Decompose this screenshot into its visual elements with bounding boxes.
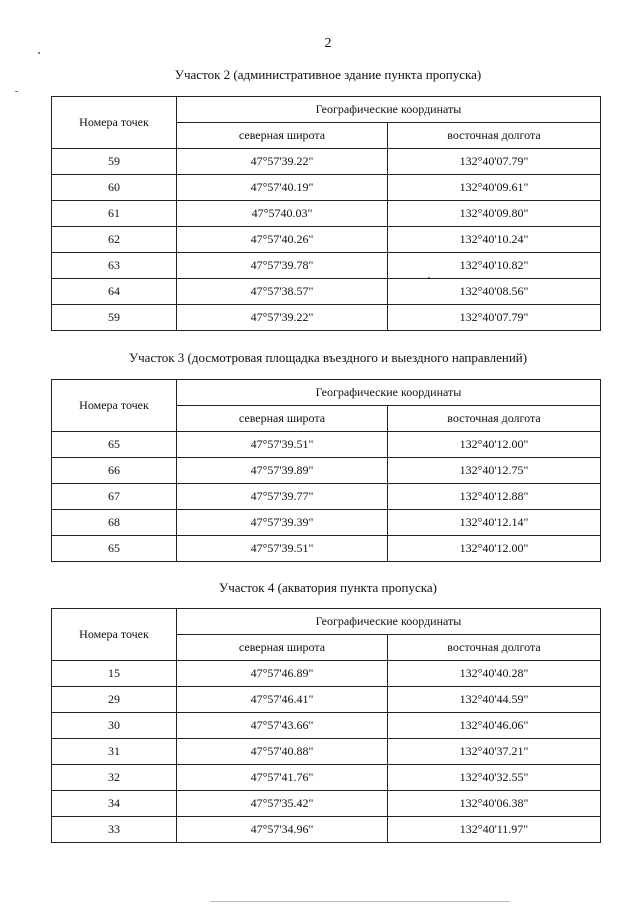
table-row [52,253,601,279]
longitude-value: 132°40'40.28" [388,661,601,687]
longitude-value: 132°40'32.55" [388,765,601,791]
table-row [52,201,601,227]
longitude-value: 132°40'12.88" [388,484,601,510]
latitude-value: 47°57'46.41" [177,687,388,713]
geo-coords-header: Географические координаты [177,380,601,406]
longitude-value: 132°40'10.24" [388,227,601,253]
north-latitude-header: северная широта [177,123,388,149]
point-number: 67 [52,484,177,510]
point-numbers-header: Номера точек [52,380,177,432]
section-title: Участок 4 (акватория пункта пропуска) [219,580,437,595]
east-longitude-header: восточная долгота [388,635,601,661]
north-latitude-header: северная широта [177,635,388,661]
table-row [52,305,601,331]
east-longitude-header: восточная долгота [388,123,601,149]
latitude-value: 47°57'46.89" [177,661,388,687]
section-title: Участок 3 (досмотровая площадка въездного и выездного направлений) [128,350,528,365]
latitude-value: 47°57'39.39" [177,510,388,536]
table-row [52,149,601,175]
point-numbers-header: Номера точек [52,97,177,149]
latitude-value: 47°57'43.66" [177,713,388,739]
scan-speck [15,91,18,92]
longitude-value: 132°40'10.82" [388,253,601,279]
latitude-value: 47°57'41.76" [177,765,388,791]
table-row [52,791,601,817]
table-row [52,713,601,739]
longitude-value: 132°40'37.21" [388,739,601,765]
table-row [52,227,601,253]
coordinates-table [51,96,601,331]
section-title: Участок 2 (административное здание пункта пропуска) [174,67,482,82]
longitude-value: 132°40'46.06" [388,713,601,739]
page-number: 2 [324,36,332,51]
coordinates-table [51,608,601,843]
longitude-value: 132°40'44.59" [388,687,601,713]
latitude-value: 47°57'39.22" [177,149,388,175]
latitude-value: 47°57'39.51" [177,432,388,458]
point-number: 15 [52,661,177,687]
geo-coords-header: Географические координаты [177,609,601,635]
latitude-value: 47°57'39.22" [177,305,388,331]
latitude-value: 47°57'39.51" [177,536,388,562]
north-latitude-header: северная широта [177,406,388,432]
point-numbers-header: Номера точек [52,609,177,661]
point-number: 33 [52,817,177,843]
point-number: 62 [52,227,177,253]
point-number: 30 [52,713,177,739]
latitude-value: 47°57'39.77" [177,484,388,510]
table-row [52,765,601,791]
latitude-value: 47°57'35.42" [177,791,388,817]
table-row [52,661,601,687]
latitude-value: 47°5740.03" [177,201,388,227]
table-row [52,432,601,458]
table-row [52,817,601,843]
point-number: 60 [52,175,177,201]
table-row [52,739,601,765]
longitude-value: 132°40'09.61" [388,175,601,201]
point-number: 66 [52,458,177,484]
longitude-value: 132°40'09.80" [388,201,601,227]
table-row [52,484,601,510]
longitude-value: 132°40'12.00" [388,536,601,562]
coordinates-table [51,379,601,562]
point-number: 68 [52,510,177,536]
point-number: 32 [52,765,177,791]
table-row [52,536,601,562]
geo-coords-header: Географические координаты [177,97,601,123]
longitude-value: 132°40'08.56" [388,279,601,305]
point-number: 65 [52,536,177,562]
longitude-value: 132°40'12.75" [388,458,601,484]
point-number: 59 [52,305,177,331]
point-number: 31 [52,739,177,765]
longitude-value: 132°40'11.97" [388,817,601,843]
table-row [52,458,601,484]
point-number: 64 [52,279,177,305]
longitude-value: 132°40'06.38" [388,791,601,817]
scan-edge-line [210,901,510,902]
point-number: 65 [52,432,177,458]
scan-speck [38,52,40,54]
longitude-value: 132°40'07.79" [388,305,601,331]
point-number: 29 [52,687,177,713]
table-row [52,279,601,305]
east-longitude-header: восточная долгота [388,406,601,432]
table-row [52,687,601,713]
table-row [52,175,601,201]
latitude-value: 47°57'39.89" [177,458,388,484]
latitude-value: 47°57'39.78" [177,253,388,279]
latitude-value: 47°57'40.88" [177,739,388,765]
latitude-value: 47°57'34.96" [177,817,388,843]
longitude-value: 132°40'07.79" [388,149,601,175]
longitude-value: 132°40'12.14" [388,510,601,536]
latitude-value: 47°57'40.26" [177,227,388,253]
point-number: 59 [52,149,177,175]
point-number: 34 [52,791,177,817]
latitude-value: 47°57'40.19" [177,175,388,201]
longitude-value: 132°40'12.00" [388,432,601,458]
latitude-value: 47°57'38.57" [177,279,388,305]
table-row [52,510,601,536]
point-number: 61 [52,201,177,227]
point-number: 63 [52,253,177,279]
